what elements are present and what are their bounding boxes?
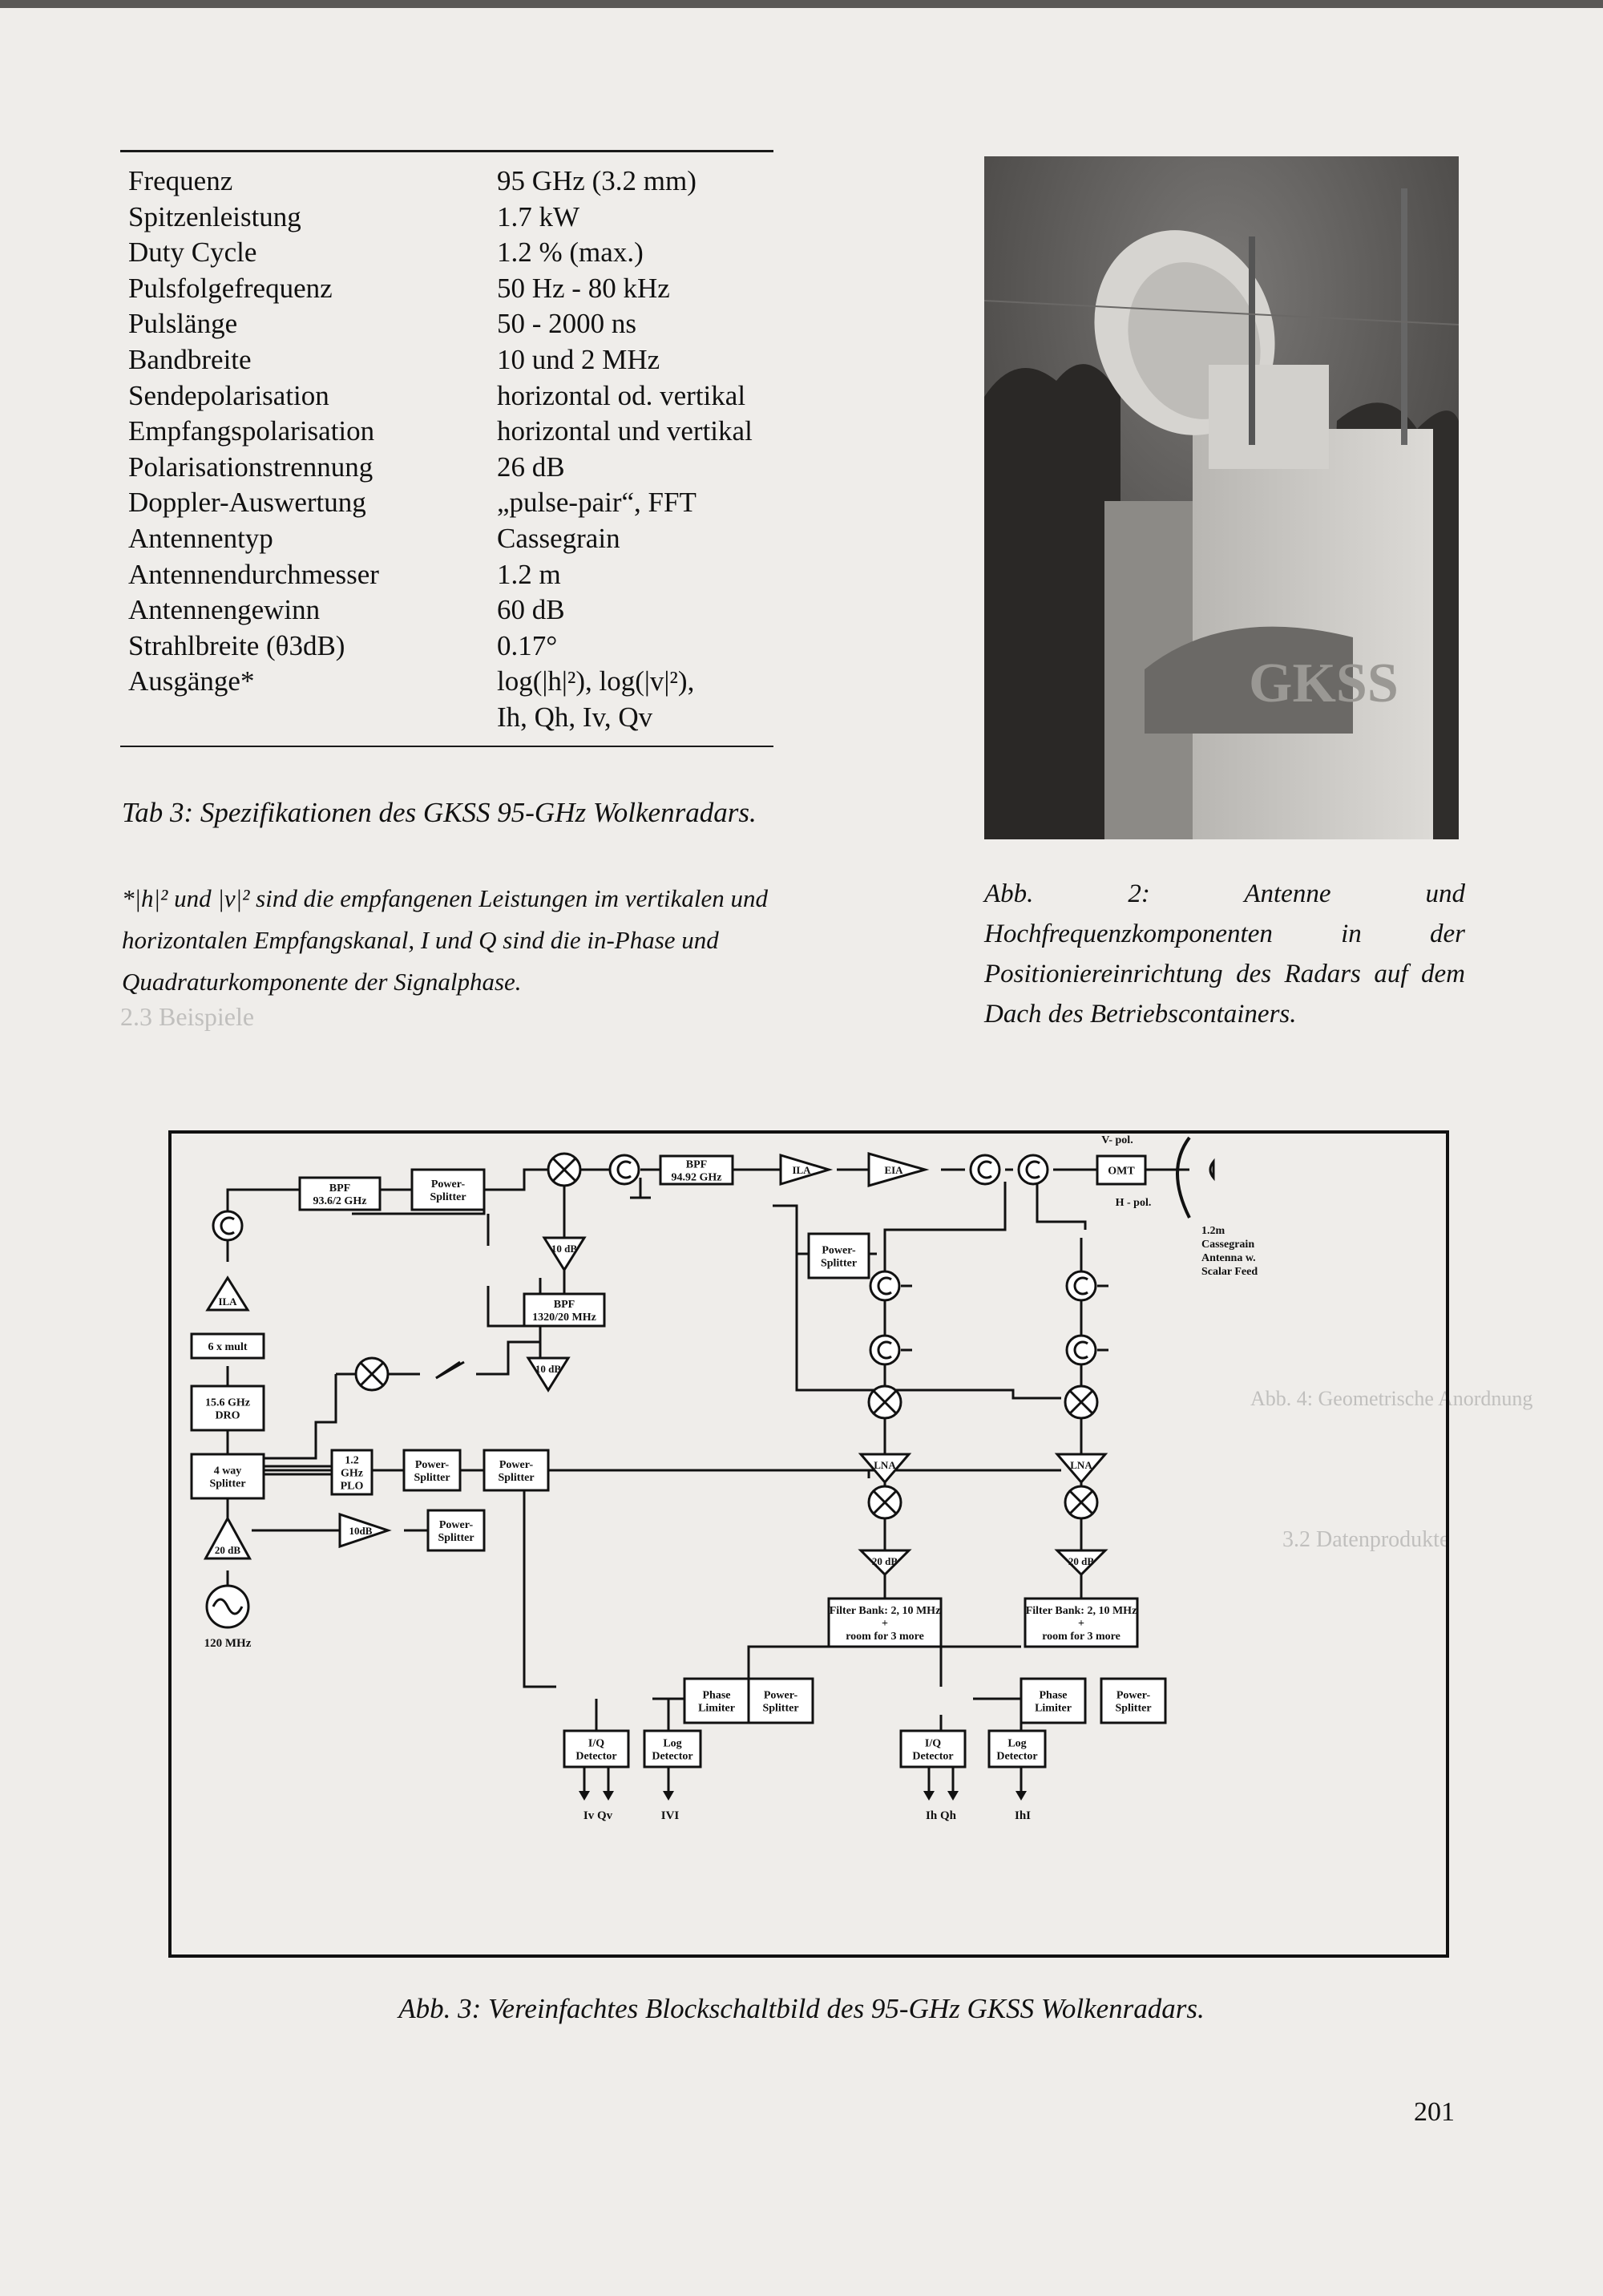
vpol-label: V- pol. [1101,1134,1133,1146]
spec-label: Frequenz [128,165,233,196]
spec-row [128,664,769,700]
table-footnote: *|h|² und |v|² sind die empfangenen Leistungen im vertikalen und horizontalen Empfangskanal, I und Q sind die in-Phase und Quadraturkomponente der Signalphase. [122,884,768,996]
bpf-1320-label: BPF [553,1299,575,1311]
antenna-label: Antenna w. [1201,1252,1256,1264]
lna-h-label: LNA [1070,1459,1092,1471]
spec-row [128,592,769,629]
filter-bank-h-label: room for 3 more [1042,1631,1120,1643]
spec-value: 60 dB [497,594,565,626]
table-caption: Tab 3: Spezifikationen des GKSS 95-GHz Wolkenradars. [122,797,757,828]
phase-limiter-h-label: Limiter [1035,1702,1072,1715]
table-bottom-rule [120,746,773,747]
table-top-rule [120,150,773,152]
spec-row [128,450,769,486]
output-label-h: Ih Qh [926,1809,956,1822]
spec-row [128,700,769,736]
circulator-rx-h-2 [1067,1336,1096,1364]
filter-bank-v-label: + [882,1618,888,1630]
spec-value: 1.2 m [497,558,561,590]
spec-row [128,235,769,271]
circulator-rx-v-2 [870,1336,899,1364]
filter-bank-v-label: room for 3 more [846,1631,924,1643]
iq-detector-v-label: Detector [575,1750,617,1763]
spec-row [128,485,769,521]
spec-value: „pulse-pair“, FFT [497,487,697,519]
dro-block-label: 15.6 GHz [205,1397,250,1409]
spec-value: Ih, Qh, Iv, Qv [497,701,653,733]
diagram-caption: Abb. 3: Vereinfachtes Blockschaltbild des 95-GHz GKSS Wolkenradars. [398,1993,1205,2024]
spec-label: Empfangspolarisation [128,415,375,447]
spec-row [128,521,769,557]
spec-value: horizontal od. vertikal [497,379,746,411]
four-way-splitter-label: 4 way [213,1465,242,1477]
power-splitter-3-label: Splitter [498,1472,535,1484]
spec-value: 10 und 2 MHz [497,343,660,375]
plo-block-label: 1.2 [345,1454,359,1467]
power-splitter-4-label: Power- [438,1519,474,1531]
spec-label: Ausgänge* [128,665,255,697]
spec-row [128,164,769,200]
spec-value: 26 dB [497,451,565,483]
spec-label: Spitzenleistung [128,200,301,232]
spec-label: Sendepolarisation [128,379,329,411]
mult-block-label: 6 x mult [208,1341,248,1353]
iq-detector-h-label: Detector [912,1750,954,1763]
power-splitter-2-label: Splitter [414,1472,450,1484]
log-detector-v-label: Detector [652,1750,693,1763]
circulator-4 [1019,1155,1048,1184]
log-detector-v-label: Log [663,1737,682,1750]
bleed-heading: 2.3 Beispiele [120,1002,255,1031]
filter-bank-v-label: Filter Bank: 2, 10 MHz [829,1605,941,1617]
page-number: 201 [1414,2097,1455,2127]
power-splitter-4-label: Splitter [438,1532,474,1544]
amp-10db-label: 10dB [349,1525,373,1537]
spec-value: 0.17° [497,629,558,661]
spec-label: Polarisationstrennung [128,451,373,483]
spec-row [128,200,769,236]
spec-row [128,414,769,450]
output-label-hh: IhI [1014,1809,1032,1822]
antenna-label: 1.2m [1201,1225,1225,1237]
power-splitter-v-label: Splitter [762,1702,799,1715]
lna-v-label: LNA [874,1459,896,1471]
subreflector [1210,1162,1213,1178]
phase-limiter-v-label: Limiter [698,1702,735,1715]
block-diagram-svg [172,1134,1446,1954]
plo-block-label: GHz [341,1467,363,1480]
spec-label: Bandbreite [128,343,252,375]
filter-bank-h-label: + [1078,1618,1084,1630]
spec-label: Duty Cycle [128,236,257,269]
spec-label: Antennengewinn [128,594,321,626]
gkss-logo: GKSS [1249,653,1399,714]
eia-amp-label: EIA [884,1164,903,1176]
spec-value: Cassegrain [497,522,620,554]
spec-row [128,271,769,307]
circulator-rx-v-1 [870,1271,899,1300]
diagram-blocks [192,1134,1258,1822]
spec-row [128,306,769,342]
bpf-93-label: BPF [329,1182,351,1194]
power-splitter-v-label: Power- [763,1689,798,1702]
power-splitter-rx-label: Splitter [820,1257,858,1270]
spec-label: Pulslänge [128,308,238,340]
radar-photo [984,156,1459,839]
bleed-heading-2: 3.2 Datenprodukte [1282,1527,1450,1552]
filter-bank-h-label: Filter Bank: 2, 10 MHz [1025,1605,1137,1617]
power-splitter-h-label: Splitter [1115,1702,1152,1715]
spec-label: Antennendurchmesser [128,558,379,590]
antenna-label: Cassegrain [1201,1239,1255,1251]
iq-detector-v-label: I/Q [587,1737,605,1750]
output-label-v: Iv Qv [583,1809,613,1822]
bpf-93-label: 93.6/2 GHz [313,1195,367,1207]
out-arrow [1016,1791,1027,1801]
bpf-1320-label: 1320/20 MHz [532,1312,596,1324]
circulator-2 [610,1155,639,1184]
bpf-94-label: BPF [685,1158,708,1171]
spec-label: Doppler-Auswertung [128,487,366,519]
out-arrow [579,1791,590,1801]
hpol-label: H - pol. [1115,1197,1152,1209]
power-splitter-1-label: Splitter [430,1191,466,1203]
spec-label: Pulsfolgefrequenz [128,272,333,304]
dro-block-label: DRO [215,1409,240,1422]
att-10db-a-label: 10 dB [551,1243,578,1255]
log-detector-h-label: Detector [996,1750,1038,1763]
spec-value: 50 - 2000 ns [497,308,637,340]
spec-row [128,378,769,414]
spec-value: 50 Hz - 80 kHz [497,272,670,304]
spec-value: horizontal und vertikal [497,415,753,447]
att-10db-b-label: 10 dB [535,1363,562,1375]
power-splitter-3-label: Power- [499,1459,534,1471]
spec-row [128,342,769,378]
block-diagram [168,1130,1449,1958]
bpf-94-label: 94.92 GHz [671,1171,722,1184]
bleed-fig-ref: Abb. 4: Geometrische Anordnung [1250,1387,1533,1410]
switch [436,1362,464,1378]
antenna-label: Scalar Feed [1201,1266,1258,1278]
out-arrow [603,1791,614,1801]
scan-edge [0,0,1603,8]
log-detector-h-label: Log [1007,1737,1027,1750]
ila-amp-label: ILA [218,1296,237,1308]
oscillator-label: 120 MHz [204,1637,252,1650]
photo-caption: Abb. 2: Antenne und Hochfrequenzkomponenten in der Positioniereinrichtung des Radars auf dem Dach des Betriebscontainers. [984,879,1465,1029]
four-way-splitter-label: Splitter [209,1477,246,1490]
power-splitter-1-label: Power- [430,1178,466,1190]
spec-row [128,557,769,593]
circulator-rx-h-1 [1067,1271,1096,1300]
out-arrow [947,1791,959,1801]
omt-block-label: OMT [1108,1165,1135,1178]
out-arrow [923,1791,935,1801]
out-arrow [663,1791,674,1801]
plo-block-label: PLO [340,1480,364,1493]
power-splitter-rx-label: Power- [822,1244,856,1257]
spec-label: Antennentyp [128,522,273,554]
circulator-3 [971,1155,999,1184]
power-splitter-2-label: Power- [414,1459,450,1471]
iq-detector-h-label: I/Q [924,1737,942,1750]
antenna-dish [1177,1138,1189,1218]
power-splitter-h-label: Power- [1116,1689,1151,1702]
circulator-tx [213,1211,242,1240]
spec-value: 95 GHz (3.2 mm) [497,165,697,196]
spec-label: Strahlbreite (θ3dB) [128,629,345,661]
ila-tx-label: ILA [792,1164,811,1176]
amp-20db-label: 20 dB [214,1544,241,1556]
spec-row [128,629,769,665]
spec-table [128,164,769,736]
phase-limiter-v-label: Phase [702,1689,731,1702]
amp-20db-v-label: 20 dB [871,1555,898,1567]
spec-value: 1.2 % (max.) [497,236,644,269]
spec-value: log(|h|²), log(|v|²), [497,665,695,697]
phase-limiter-h-label: Phase [1039,1689,1068,1702]
amp-20db-h-label: 20 dB [1068,1555,1095,1567]
spec-value: 1.7 kW [497,200,580,232]
output-label-vv: IVI [660,1809,680,1822]
